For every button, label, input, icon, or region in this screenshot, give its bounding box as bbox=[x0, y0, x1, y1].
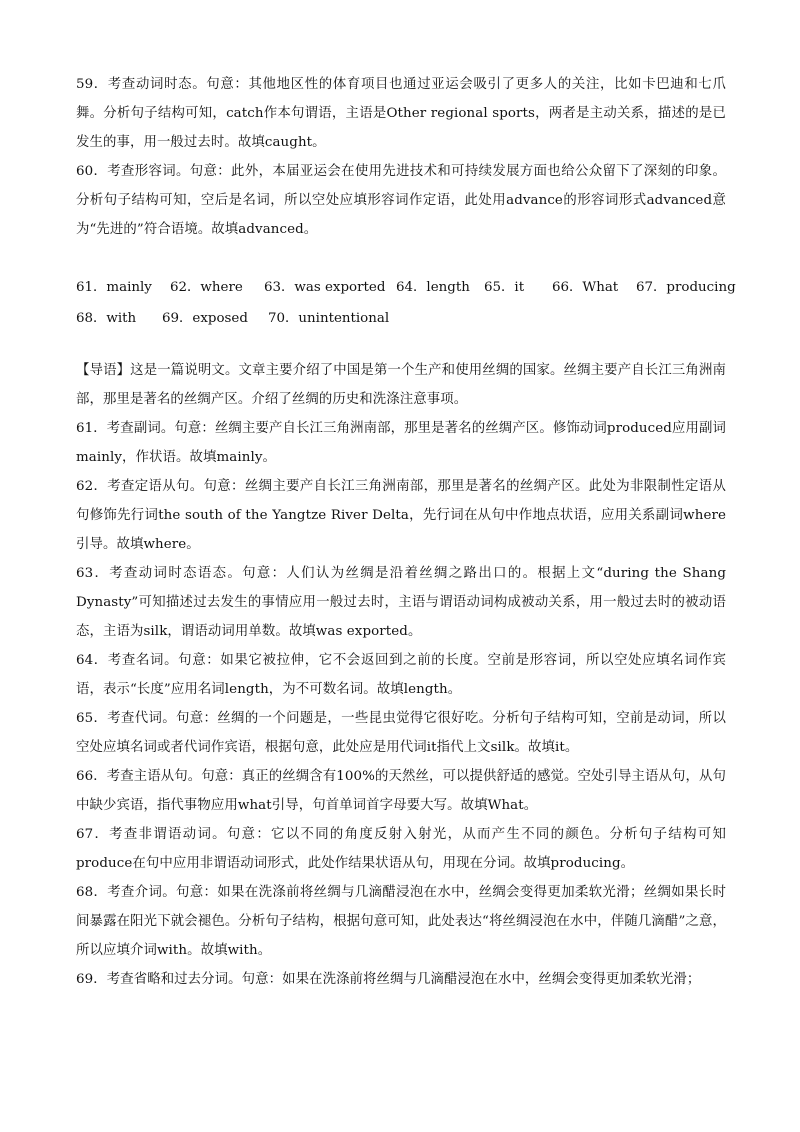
explanation-62: 62．考查定语从句。句意：丝绸主要产自长江三角洲南部，那里是著名的丝绸产区。此处为非限制性定语从句修饰先行词the south of the Yangtze River Delta，先行词在从句中作地点状语，应用关系副词where引导。故填where。 bbox=[76, 479, 726, 552]
explanation-64: 64．考查名词。句意：如果它被拉伸，它不会返回到之前的长度。空前是形容词，所以空处应填名词作宾语，表示“长度”应用名词length，为不可数名词。故填length。 bbox=[76, 653, 726, 697]
answer-item: 68．with bbox=[76, 311, 137, 326]
document-page bbox=[76, 70, 736, 994]
explanation-60: 60．考查形容词。句意：此外，本届亚运会在使用先进技术和可持续发展方面也给公众留下了深刻的印象。分析句子结构可知，空后是名词，所以空处应填形容词作定语，此处用advance的形容词形式advanced意为“先进的”符合语境。故填advanced。 bbox=[76, 164, 726, 237]
passage-intro: 【导语】这是一篇说明文。文章主要介绍了中国是第一个生产和使用丝绸的国家。丝绸主要产自长江三角洲南部，那里是著名的丝绸产区。介绍了丝绸的历史和洗涤注意事项。 bbox=[76, 363, 726, 407]
explanation-68: 68．考查介词。句意：如果在洗涤前将丝绸与几滴醋浸泡在水中，丝绸会变得更加柔软光滑；丝绸如果长时间暴露在阳光下就会褪色。分析句子结构，根据句意可知，此处表达“将丝绸浸泡在水中，伴随几滴醋”之意，所以应填介词with。故填with。 bbox=[76, 885, 726, 958]
answer-key bbox=[76, 272, 736, 334]
answer-item: 70．unintentional bbox=[268, 311, 390, 326]
answer-item: 69．exposed bbox=[162, 311, 248, 326]
answer-item: 61．mainly bbox=[76, 280, 152, 295]
answer-item: 63．was exported bbox=[264, 280, 386, 295]
answer-item: 64．length bbox=[396, 280, 470, 295]
spacer bbox=[76, 244, 726, 272]
explanation-67: 67．考查非谓语动词。句意：它以不同的角度反射入射光，从而产生不同的颜色。分析句子结构可知produce在句中应用非谓语动词形式，此处作结果状语从句，用现在分词。故填producing。 bbox=[76, 827, 726, 871]
explanation-65: 65．考查代词。句意：丝绸的一个问题是，一些昆虫觉得它很好吃。分析句子结构可知，空前是动词，所以空处应填名词或者代词作宾语，根据句意，此处应是用代词it指代上文silk。故填it。 bbox=[76, 711, 726, 755]
answer-row bbox=[76, 303, 726, 334]
answer-item: 66．What bbox=[552, 280, 619, 295]
explanation-63: 63．考查动词时态语态。句意：人们认为丝绸是沿着丝绸之路出口的。根据上文“during the Shang Dynasty”可知描述过去发生的事情应用一般过去时，主语与谓语动词构成被动关系，用一般过去时的被动语态，主语为silk，谓语动词用单数。故填was exported。 bbox=[76, 566, 726, 639]
explanation-61: 61．考查副词。句意：丝绸主要产自长江三角洲南部，那里是著名的丝绸产区。修饰动词produced应用副词mainly，作状语。故填mainly。 bbox=[76, 421, 726, 465]
answer-item: 67．producing bbox=[636, 280, 736, 295]
explanation-66: 66．考查主语从句。句意：真正的丝绸含有100%的天然丝，可以提供舒适的感觉。空处引导主语从句，从句中缺少宾语，指代事物应用what引导，句首单词首字母要大写。故填What。 bbox=[76, 769, 726, 813]
answer-row bbox=[76, 272, 736, 303]
explanation-69: 69．考查省略和过去分词。句意：如果在洗涤前将丝绸与几滴醋浸泡在水中，丝绸会变得更加柔软光滑； bbox=[76, 972, 701, 987]
explanation-59: 59．考查动词时态。句意：其他地区性的体育项目也通过亚运会吸引了更多人的关注，比如卡巴迪和七爪舞。分析句子结构可知，catch作本句谓语，主语是Other regional sports，两者是主动关系，描述的是已发生的事，用一般过去时。故填caught。 bbox=[76, 77, 726, 150]
answer-item: 65．it bbox=[484, 280, 525, 295]
spacer bbox=[76, 334, 726, 356]
answer-item: 62．where bbox=[170, 280, 243, 295]
